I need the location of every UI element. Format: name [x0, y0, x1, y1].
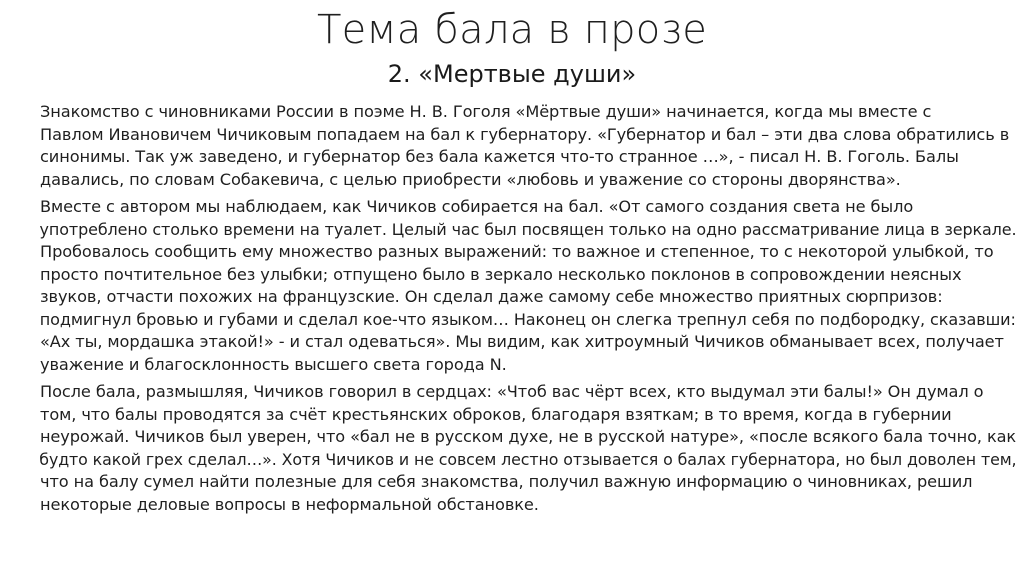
text-line: «Ах ты, мордашка этакой!» - и стал одеваться». Мы видим, как хитроумный Чичиков обманывает всех, получает [40, 332, 1004, 351]
text-line: Павлом Ивановичем Чичиковым попадаем на бал к губернатору. «Губернатор и бал – эти два слова обратились в [40, 124, 1010, 144]
text-line: неурожай. Чичиков был уверен, что «бал не в русском духе, не в русской натуре», «после всякого бала точно, как [39, 427, 1017, 446]
text-line: употреблено столько времени на туалет. Целый час был посвящен только на одно рассматривание лица в зеркале. [39, 219, 1017, 239]
text-line: После бала, размышляя, Чичиков говорил в сердцах: «Чтоб вас чёрт всех, кто выдумал эти балы!» Он думал о [40, 382, 984, 401]
text-line: Знакомство с чиновниками России в поэме Н. В. Гоголя «Мёртвые души» начинается, когда мы вместе с [40, 102, 932, 121]
text-line: том, что балы проводятся за счёт крестьянских оброков, благодаря взяткам; в то время, когда в губернии [40, 404, 952, 424]
paragraph-3 [10, 381, 1016, 516]
text-line: будто какой грех сделал…». Хотя Чичиков и не совсем лестно отзывается о балах губернатора, но был доволен тем, [39, 449, 1017, 469]
text-line: звуков, отчасти похожих на французские. Он сделал даже самому себе множество приятных сюрпризов: [40, 287, 943, 306]
text-line: некоторые деловые вопросы в неформальной обстановке. [40, 494, 539, 514]
text-line: Пробовалось сообщить ему множество разных выражений: то важное и степенное, то с некоторой улыбкой, то [40, 242, 994, 261]
slide-subtitle: 2. «Мертвые души» [387, 60, 637, 88]
text-line: Вместе с автором мы наблюдаем, как Чичиков собирается на бал. «От самого создания света не было [40, 197, 914, 216]
text-line: синонимы. Так уж заведено, и губернатор без бала кажется что-то странное …», - писал Н. В. Гоголь. Балы [40, 147, 959, 166]
text-line: что на балу сумел найти полезные для себя знакомства, получил важную информацию о чиновниках, решил [40, 472, 973, 491]
slide-body [10, 101, 1016, 521]
text-line: уважение и благосклонность высшего света города N. [40, 354, 507, 374]
paragraph-2 [10, 196, 1016, 376]
text-line: подмигнул бровью и губами и сделал кое-что языком… Наконец он слегка трепнул себя по подбородку, сказавши: [39, 309, 1016, 329]
slide-title: Тема бала в прозе [316, 7, 708, 53]
text-line: давались, по словам Собакевича, с целью приобрести «любовь и уважение со стороны дворянства». [40, 169, 901, 189]
paragraph-1 [10, 101, 1016, 191]
text-line: просто почтительное без улыбки; отпущено было в зеркало несколько поклонов в сопровождении неясных [40, 264, 962, 284]
